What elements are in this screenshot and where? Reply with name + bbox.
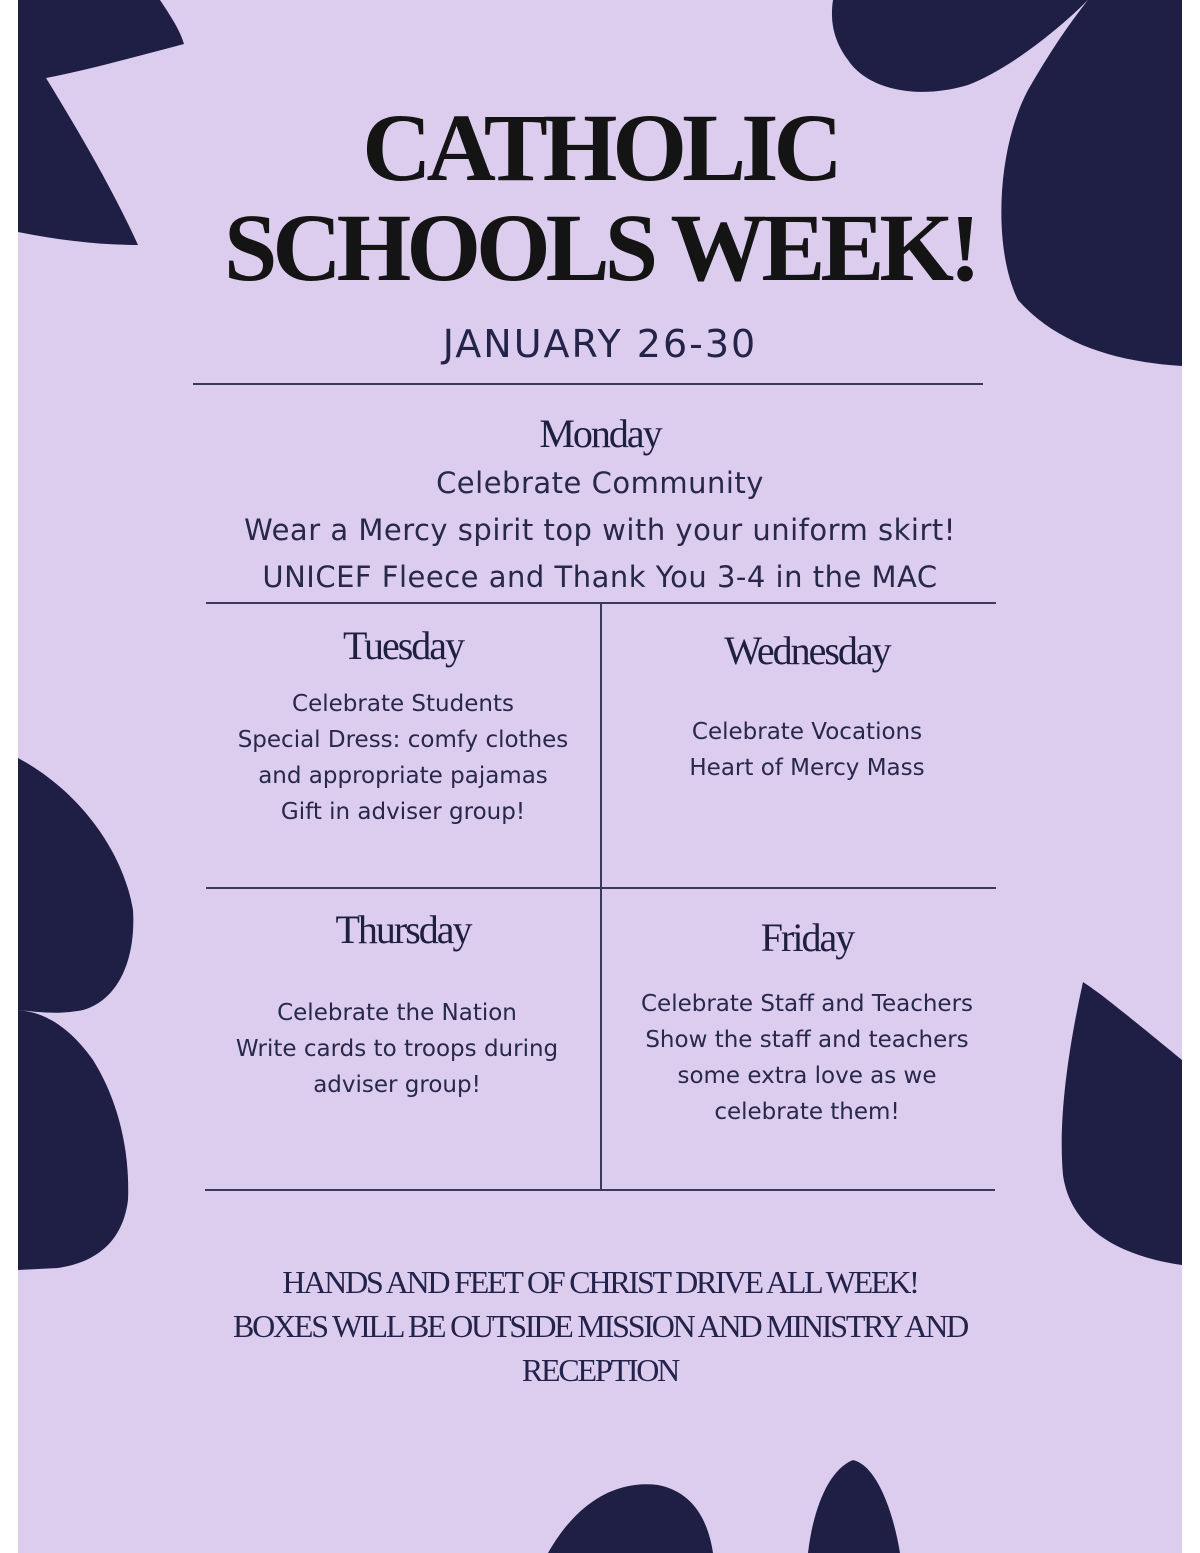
drive-line: HANDS AND FEET OF CHRIST DRIVE ALL WEEK! (282, 1264, 918, 1300)
friday-line: Celebrate Staff and Teachers (640, 991, 974, 1017)
leaf-left-middle (18, 758, 133, 1013)
day-name-friday: Friday (760, 915, 854, 960)
title-line-2: SCHOOLS WEEK! (223, 194, 977, 301)
leaf-bottom-right (808, 1460, 900, 1553)
drive-line: BOXES WILL BE OUTSIDE MISSION AND MINISTRY AND (232, 1308, 968, 1344)
tuesday-line: and appropriate pajamas (258, 763, 548, 789)
event-dates: JANUARY 26-30 (442, 322, 758, 366)
wednesday-line: Heart of Mercy Mass (689, 755, 925, 781)
day-details-wednesday (601, 714, 1013, 786)
friday-line: celebrate them! (714, 1099, 900, 1125)
wednesday-line: Celebrate Vocations (691, 719, 923, 745)
divider-grid-bottom (205, 1189, 995, 1191)
friday-line: some extra love as we (677, 1063, 937, 1089)
leaf-top-left (18, 0, 184, 245)
drive-announcement (168, 1260, 1032, 1392)
friday-line: Show the staff and teachers (645, 1027, 969, 1053)
day-name-thursday: Thursday (335, 907, 471, 952)
thursday-line: adviser group! (313, 1072, 481, 1098)
drive-line: RECEPTION (521, 1352, 679, 1388)
day-details-monday (168, 460, 1032, 601)
day-name-wednesday: Wednesday (724, 628, 890, 673)
tuesday-line: Celebrate Students (292, 691, 514, 717)
leaf-right-lower (1062, 982, 1182, 1265)
divider-top (193, 383, 983, 385)
monday-line: Celebrate Community (436, 466, 764, 500)
tuesday-line: Gift in adviser group! (280, 799, 526, 825)
day-name-monday: Monday (539, 411, 661, 456)
poster (18, 0, 1182, 1553)
title-line-1: CATHOLIC (362, 94, 838, 201)
thursday-line: Write cards to troops during (235, 1036, 559, 1062)
tuesday-line: Special Dress: comfy clothes (237, 727, 569, 753)
day-details-tuesday (206, 686, 600, 830)
day-name-tuesday: Tuesday (342, 623, 464, 668)
leaf-left-lower (18, 1010, 128, 1270)
leaf-bottom-left (548, 1484, 713, 1553)
monday-line: Wear a Mercy spirit top with your uniform skirt! (244, 513, 956, 547)
day-details-friday (601, 986, 1013, 1130)
monday-line: UNICEF Fleece and Thank You 3-4 in the MAC (262, 560, 938, 594)
thursday-line: Celebrate the Nation (277, 1000, 517, 1026)
day-details-thursday (194, 995, 600, 1103)
poster-title (168, 94, 1032, 301)
